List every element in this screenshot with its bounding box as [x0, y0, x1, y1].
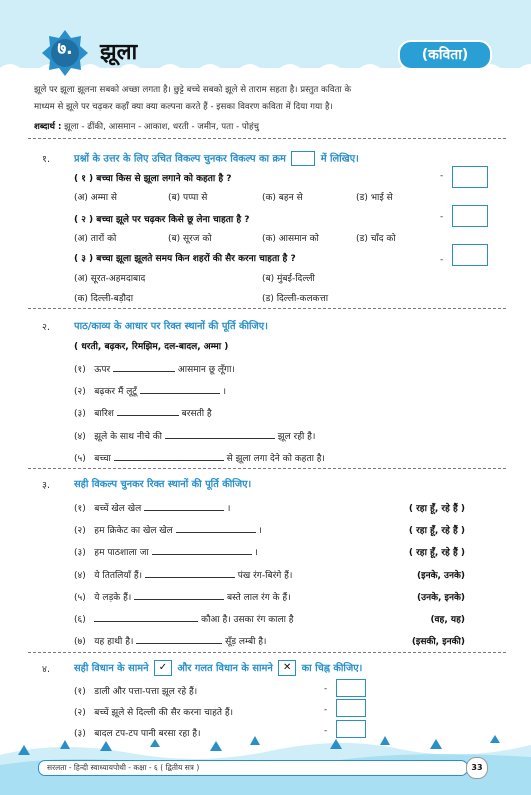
mcq-question: ( ३ ) बच्चा झूला झूलते समय किन शहरों की सैर करना चाहता है ?: [74, 254, 296, 264]
option: (अ) सूरत-अहमदाबाद: [74, 274, 146, 284]
glossary-text: झूला - ढींकी, आसमान - आकाश, धरती - जमीन, पता - पोहंचु: [64, 122, 259, 132]
answer-box[interactable]: [336, 699, 366, 717]
fill-blank[interactable]: [117, 415, 179, 416]
option: (अ) अम्मा से: [74, 193, 117, 203]
question-heading: पाठ/काव्य के आधार पर रिक्त स्थानों की पूर्ति कीजिए।: [74, 321, 268, 332]
answer-format-box: [291, 151, 315, 166]
choice-hint: (उनके, इनके): [417, 593, 465, 603]
statement-text: डाली और पत्ता-पत्ता झूल रहे हैं।: [94, 687, 198, 697]
question-number: ३.: [42, 480, 50, 491]
glossary-label: शब्दार्थ :: [34, 122, 62, 132]
choice-hint: ( रहा हूँ, रहे हैं ): [408, 548, 465, 558]
item-text: हम क्रिकेट का खेल खेल: [94, 526, 173, 536]
answer-box[interactable]: [336, 679, 366, 697]
item-text: बरसती है: [181, 409, 212, 419]
item-text: ऊपर: [94, 365, 111, 375]
item-text: हम पाठशाला जा: [94, 548, 149, 558]
footer-label: सरलता - हिन्दी स्वाध्यायपोथी - कक्षा - ६ ( द्वितीय सत्र ): [38, 760, 468, 776]
heading-text: सही विधान के सामने: [74, 663, 149, 674]
item-text: यह हाथी है।: [94, 637, 134, 647]
dash: -: [324, 726, 328, 736]
fill-item: [74, 612, 294, 625]
heading-text: प्रश्नों के उत्तर के लिए उचित विकल्प चुनकर विकल्प का क्रम: [74, 153, 286, 165]
statement-text: बादल टप-टप पानी बरसा रहा है।: [94, 729, 201, 739]
choice-hint: ( रहा हूँ, रहे हैं ): [408, 504, 465, 514]
fill-blank[interactable]: [176, 532, 256, 533]
divider: [28, 138, 506, 139]
fill-blank[interactable]: [145, 577, 235, 578]
item-text: ये तितलियाँ हैं।: [94, 571, 143, 581]
option: (ड) चाँद को: [356, 234, 396, 244]
item-number: (५): [74, 593, 86, 603]
option: (क) दिल्ली-बड़ौदा: [74, 294, 134, 304]
page-number: 33: [466, 757, 488, 779]
question-heading: सही विकल्प चुनकर रिक्त स्थानों की पूर्ति कीजिए।: [74, 479, 252, 490]
heading-text: का चिह्न कीजिए।: [301, 663, 363, 674]
question-number: ४.: [42, 664, 50, 675]
item-number: (४): [74, 432, 86, 442]
item-text: झूल रही है।: [277, 432, 316, 442]
option: (ब) सूरज को: [168, 234, 212, 244]
item-text: बच्चें खेल खेल: [94, 504, 142, 514]
option: (ड) दिल्ली-कलकत्ता: [262, 294, 329, 304]
question-number: १.: [42, 154, 50, 165]
fill-item: [74, 545, 258, 558]
fill-blank[interactable]: [113, 371, 175, 372]
word-bank: ( धरती, बढ़कर, रिमझिम, दल-बादल, अम्मा ): [74, 342, 229, 352]
item-number: (३): [74, 409, 86, 419]
question-number: २.: [42, 322, 50, 333]
fill-item: [74, 362, 235, 375]
heading-text: में लिखिए।: [320, 153, 359, 165]
fill-item: [74, 590, 291, 603]
item-text: बच्चा: [94, 454, 111, 464]
chapter-number: ७.: [57, 39, 73, 59]
divider: [28, 468, 506, 469]
intro-line: झूले पर झूला झूलना सबको अच्छा लगता है। छुट्टे बच्चे सबको झूले से ताराम सहता है। प्रस्तुत कविता के: [34, 85, 352, 95]
statement-text: बच्चें झूले से दिल्ली की सैर करना चाहते हैं।: [94, 708, 234, 718]
item-number: (७): [74, 637, 86, 647]
option: (क) आसमान को: [262, 234, 319, 244]
mcq-question: ( २ ) बच्चा झूले पर चढ़कर किसे छू लेना चाहता है ?: [74, 215, 250, 225]
item-number: (२): [74, 526, 86, 536]
intro-line: माध्यम से झूले पर चढ़कर कहाँ क्या क्या कल्पना करते हैं - इसका विवरण कविता में दिया गया है।: [34, 102, 333, 112]
item-text: आसमान छू लूँगा।: [177, 365, 235, 375]
fill-item: [74, 634, 266, 647]
item-text: बस्ते लाल रंग के हैं।: [227, 593, 291, 603]
item-text: ।: [254, 548, 258, 558]
heading-text: और गलत विधान के सामने: [177, 663, 273, 674]
item-text: ।: [258, 526, 262, 536]
item-number: (६): [74, 615, 86, 625]
glossary: [34, 120, 506, 132]
answer-box[interactable]: [452, 205, 488, 227]
fill-item: [74, 451, 325, 464]
dash: -: [324, 705, 328, 715]
fill-item: [74, 523, 262, 536]
mcq-question: ( १ ) बच्चा किस से झूला लगाने को कहता है ?: [74, 174, 232, 184]
question-heading: [74, 660, 362, 676]
dash: -: [440, 255, 444, 265]
fill-item: [74, 406, 212, 419]
statement: [74, 684, 197, 697]
chapter-title: झूला: [100, 40, 138, 65]
fill-blank[interactable]: [165, 438, 275, 439]
item-number: (१): [74, 687, 86, 697]
fill-item: [74, 384, 226, 397]
option: (ड) भाई से: [356, 193, 393, 203]
divider: [28, 652, 506, 653]
fill-blank[interactable]: [140, 393, 220, 394]
item-number: (१): [74, 504, 86, 514]
choice-hint: (वह, यह): [430, 615, 465, 625]
choice-hint: ( रहा हूँ, रहे हैं ): [408, 526, 465, 536]
option: (ब) पप्पा से: [168, 193, 208, 203]
fill-item: [74, 568, 292, 581]
fill-item: [74, 501, 230, 514]
item-text: बढ़कर मैं लूटूँ: [94, 387, 137, 397]
dash: -: [440, 171, 444, 181]
fill-blank[interactable]: [144, 510, 224, 511]
fill-blank[interactable]: [94, 621, 198, 622]
item-number: (४): [74, 571, 86, 581]
item-text: पंख रंग-बिरंगे हैं।: [237, 571, 293, 581]
fill-blank[interactable]: [114, 460, 224, 461]
fill-blank[interactable]: [134, 599, 224, 600]
divider: [28, 308, 506, 309]
question-heading: [74, 151, 359, 166]
item-text: बारिश: [94, 409, 114, 419]
item-text: सूँड़ लम्बी है।: [225, 637, 267, 647]
item-text: झूले के साथ नीचे की: [94, 432, 163, 442]
item-number: (५): [74, 454, 86, 464]
item-number: (३): [74, 548, 86, 558]
fill-blank[interactable]: [136, 643, 222, 644]
option: (अ) तारों को: [74, 234, 117, 244]
item-number: (२): [74, 708, 86, 718]
answer-box[interactable]: [452, 244, 488, 266]
item-text: से झूला लगा देने को कहता है।: [226, 454, 325, 464]
dash: -: [324, 684, 328, 694]
item-number: (३): [74, 729, 86, 739]
fill-item: [74, 429, 315, 442]
dash: -: [440, 212, 444, 222]
item-text: ।: [222, 387, 227, 397]
item-text: ।: [226, 504, 231, 514]
choice-hint: (इनके, उनके): [417, 571, 465, 581]
tick-mark-icon: ✓: [154, 660, 172, 676]
item-number: (२): [74, 387, 86, 397]
intro-paragraph: [34, 82, 506, 116]
cross-mark-icon: ✕: [278, 660, 296, 676]
item-text: कौआ है। उसका रंग काला है: [201, 615, 294, 625]
item-text: ये लड़के हैं।: [94, 593, 132, 603]
genre-tag: (कविता): [398, 40, 492, 70]
option: (ब) मुंबई-दिल्ली: [262, 274, 315, 284]
option: (क) बहन से: [262, 193, 303, 203]
statement: [74, 705, 233, 718]
choice-hint: (इसकी, इनकी): [411, 637, 465, 647]
answer-box[interactable]: [452, 166, 488, 188]
fill-blank[interactable]: [152, 554, 252, 555]
item-number: (१): [74, 365, 86, 375]
